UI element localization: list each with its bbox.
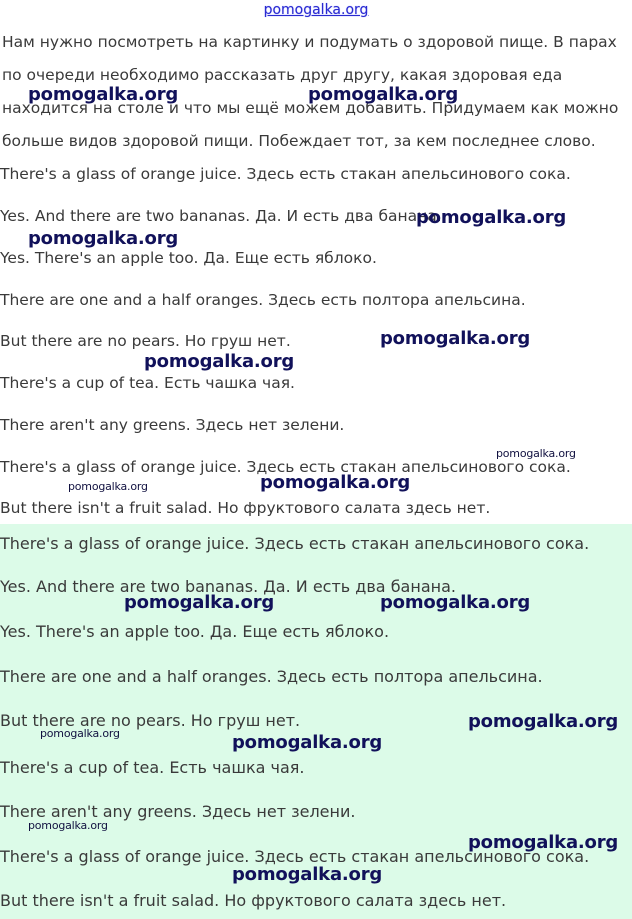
watermark: pomogalka.org — [28, 228, 179, 249]
watermark: pomogalka.org — [232, 732, 383, 753]
site-header-link[interactable]: pomogalka.org — [263, 2, 369, 18]
watermark: pomogalka.org — [308, 84, 459, 105]
watermark: pomogalka.org — [380, 328, 531, 349]
watermark: pomogalka.org — [468, 832, 619, 853]
dialogue-line: There are one and a half oranges. Здесь есть полтора апельсина. — [0, 291, 526, 309]
dialogue-line: Yes. There's an apple too. Да. Еще есть яблоко. — [0, 249, 377, 267]
watermark: pomogalka.org — [468, 711, 619, 732]
watermark: pomogalka.org — [28, 819, 108, 832]
watermark: pomogalka.org — [380, 592, 531, 613]
dialogue-line: Yes. There's an apple too. Да. Еще есть яблоко. — [0, 622, 390, 641]
watermark: pomogalka.org — [28, 84, 179, 105]
dialogue-line: But there are no pears. Но груш нет. — [0, 332, 291, 350]
watermark: pomogalka.org — [416, 207, 567, 228]
watermark: pomogalka.org — [260, 472, 411, 493]
dialogue-line: There's a glass of orange juice. Здесь есть стакан апельсинового сока. — [0, 534, 590, 553]
dialogue-line: There's a glass of orange juice. Здесь есть стакан апельсинового сока. — [0, 458, 571, 476]
dialogue-line: There are one and a half oranges. Здесь есть полтора апельсина. — [0, 667, 543, 686]
watermark: pomogalka.org — [124, 592, 275, 613]
dialogue-line: Yes. And there are two bananas. Да. И есть два банана. — [0, 577, 456, 596]
dialogue-line: There's a glass of orange juice. Здесь есть стакан апельсинового сока. — [0, 165, 571, 183]
watermark: pomogalka.org — [68, 480, 148, 493]
watermark: pomogalka.org — [40, 727, 120, 740]
dialogue-line: But there isn't a fruit salad. Но фруктового салата здесь нет. — [0, 891, 507, 910]
watermark: pomogalka.org — [144, 351, 295, 372]
dialogue-line: There's a glass of orange juice. Здесь есть стакан апельсинового сока. — [0, 847, 590, 866]
dialogue-line: But there isn't a fruit salad. Но фруктового салата здесь нет. — [0, 499, 491, 517]
intro-paragraph: Нам нужно посмотреть на картинку и подумать о здоровой пище. В парах по очереди необходимо рассказать друг другу, какая здоровая еда находится на столе и что мы ещё можем добавить. Придумаем как можно больше видов здоровой пищи. Побеждает тот, за кем последнее слово. — [2, 33, 619, 150]
watermark: pomogalka.org — [232, 864, 383, 885]
dialogue-line: There aren't any greens. Здесь нет зелени. — [0, 802, 356, 821]
dialogue-line: There's a cup of tea. Есть чашка чая. — [0, 374, 295, 392]
dialogue-line: There aren't any greens. Здесь нет зелени. — [0, 416, 345, 434]
watermark: pomogalka.org — [496, 447, 576, 460]
dialogue-line: There's a cup of tea. Есть чашка чая. — [0, 758, 305, 777]
dialogue-line: But there are no pears. Но груш нет. — [0, 711, 301, 730]
dialogue-line: Yes. And there are two bananas. Да. И есть два банана. — [0, 207, 442, 225]
